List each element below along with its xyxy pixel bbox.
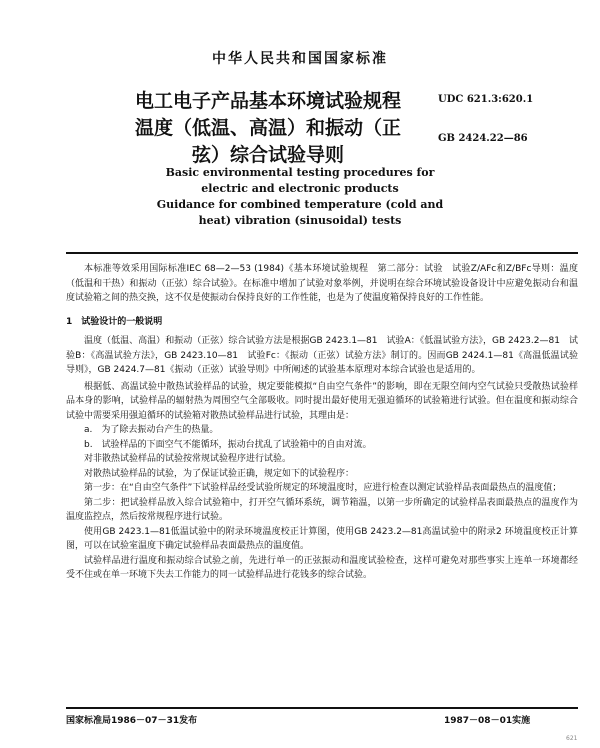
effective-date: 1987－08－01实施 — [444, 716, 531, 726]
english-title-line: Basic environmental testing procedures for — [165, 166, 435, 179]
header-divider — [66, 252, 578, 254]
body-paragraph: 温度（低温、高温）和振动（正弦）综合试验方法是根据GB 2423.1—81 试验A：《低温试验方法》，GB 2423.2—81 试验B：《高温试验方法》，GB 2423.10—81 试验Fc：《振动（正弦）试验方法》制订的。因而GB 2424.1—81《高温低温试验导则》，GB 2424.7—81《振动（正弦）试验导则》中所阐述的试验基本原理对本综合试验也是适用的。 — [66, 336, 578, 375]
footer-divider — [66, 707, 578, 709]
procedure-step: 第一步：在“自由空气条件”下试验样品经受试验所规定的环境温度时，应进行检查以测定试验样品表面最热点的温度值； — [84, 483, 562, 493]
english-title-line: heat) vibration (sinusoidal) tests — [198, 214, 402, 227]
body-paragraph: 使用GB 2423.1—81低温试验中的附录环境温度校正计算图，使用GB 2423.2—81高温试验中的附录2 环境温度校正计算图，可以在试验室温度下确定试验样品表面最热点的温度值。 — [66, 526, 578, 551]
page-number: 621 — [566, 735, 578, 742]
national-standard-heading: 中华人民共和国国家标准 — [212, 51, 388, 67]
english-title-line: Guidance for combined temperature (cold and — [156, 198, 444, 211]
document-title — [118, 88, 418, 169]
title-line: 弦）综合试验导则 — [191, 144, 344, 166]
gb-code: GB 2424.22—86 — [438, 133, 528, 144]
intro-paragraph: 本标准等效采用国际标准IEC 68—2—53 (1984)《基本环境试验规程 第二部分：试验 试验Z/AFc和Z/BFc导则：温度（低温和干热）和振动（正弦）综合试验》。在标准中增加了试验对象举例，并说明在综合环境试验设备设计中应避免振动台和温度试验箱之间的热交换，这不仅是使振动台保持良好的工作性能，也是为了使温度箱保持良好的工作性能。 — [66, 264, 578, 303]
classification-codes — [438, 94, 588, 144]
title-line: 电工电子产品基本环境试验规程 — [134, 90, 401, 112]
procedure-step: 第二步：把试验样品放入综合试验箱中，打开空气循环系统，调节箱温，以第一步所确定的试验样品表面最热点的温度作为温度监控点，然后按常规程序进行试验。 — [66, 497, 578, 522]
body-paragraph: 对非散热试验样品的试验按常规试验程序进行试验。 — [84, 454, 292, 464]
english-title — [80, 165, 520, 229]
section-heading: 1 试验设计的一般说明 — [66, 316, 163, 327]
list-item: a. 为了除去振动台产生的热量。 — [84, 425, 219, 435]
document-body — [66, 262, 578, 583]
english-title-line: electric and electronic products — [201, 182, 399, 195]
body-paragraph: 对散热试验样品的试验，为了保证试验正确，规定如下的试验程序： — [84, 468, 355, 479]
body-paragraph: 根据低、高温试验中散热试验样品的试验，规定要能模拟“自由空气条件”的影响，即在无限空间内空气试验只受散热试验样品本身的影响，试验样品的辐射热为周围空气全部吸收。同时提出最好使用无强迫循环的试验箱进行试验。但在温度和振动综合试验中需要采用强迫循环的试验箱对散热试验样品进行试验，其理由是： — [66, 381, 578, 421]
list-item: b. 试验样品的下面空气不能循环，振动台扰乱了试验箱中的自由对流。 — [84, 439, 372, 450]
udc-code: UDC 621.3:620.1 — [438, 94, 534, 105]
issue-date: 国家标准局1986－07－31发布 — [66, 716, 198, 726]
title-line: 温度（低温、高温）和振动（正 — [134, 117, 401, 139]
body-paragraph: 试验样品进行温度和振动综合试验之前，先进行单一的正弦振动和温度试验检查，这样可避免对那些事实上连单一环境都经受不住或在单一环境下失去工作能力的同一试验样品进行花钱多的综合试验。 — [66, 555, 578, 580]
